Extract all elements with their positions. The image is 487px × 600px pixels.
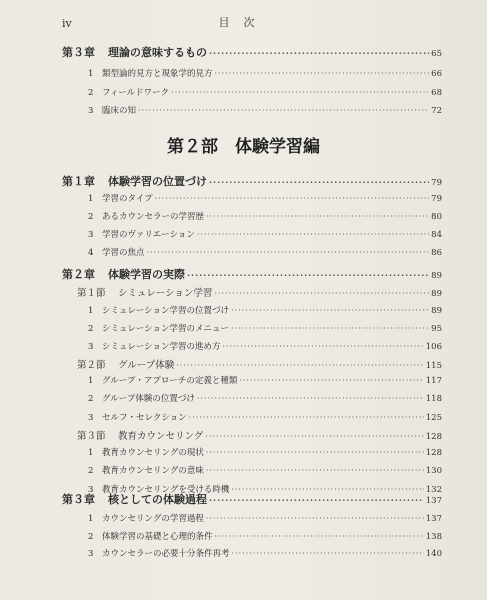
toc-entry-label: シミュレーション学習のメニュー bbox=[102, 324, 229, 334]
toc-entry-label: シミュレーション学習の進め方 bbox=[102, 342, 221, 352]
dot-leader bbox=[223, 342, 424, 351]
toc-entry-number: 2 bbox=[88, 394, 94, 404]
toc-section bbox=[77, 428, 442, 442]
toc-entry-page: 132 bbox=[425, 485, 442, 495]
toc-entry-number: 1 bbox=[88, 69, 94, 79]
toc-entry-page: 138 bbox=[425, 532, 442, 542]
toc-item bbox=[88, 246, 442, 258]
toc-entry-label: 教育カウンセリングの意味 bbox=[102, 466, 204, 476]
toc-item bbox=[88, 530, 442, 542]
dot-leader bbox=[171, 88, 429, 97]
toc-entry-page: 125 bbox=[425, 413, 442, 423]
toc-entry-label: グループ体験 bbox=[118, 360, 175, 371]
toc-entry-page: 89 bbox=[431, 271, 442, 281]
toc-entry-number: 2 bbox=[88, 88, 94, 98]
toc-entry-page: 80 bbox=[431, 212, 442, 222]
part-heading: 第２部 体験学習編 bbox=[167, 137, 320, 157]
toc-entry-label: 教育カウンセリング bbox=[118, 431, 204, 442]
toc-entry-page: 140 bbox=[425, 549, 442, 559]
toc-entry-label: 臨床の知 bbox=[102, 106, 137, 116]
toc-entry-label: 教育カウンセリングの現状 bbox=[102, 448, 204, 458]
dot-leader bbox=[239, 376, 423, 385]
toc-entry-label: シミュレーション学習 bbox=[118, 288, 213, 299]
toc-item bbox=[88, 228, 442, 240]
toc-item bbox=[88, 67, 442, 79]
dot-leader bbox=[214, 289, 429, 298]
toc-item bbox=[88, 304, 442, 316]
toc-entry-label: 学習の焦点 bbox=[102, 248, 145, 258]
toc-entry-number: 3 bbox=[88, 413, 94, 423]
toc-entry-number: 2 bbox=[88, 532, 94, 542]
toc-entry-page: 106 bbox=[425, 342, 442, 352]
toc-entry-page: 128 bbox=[425, 432, 442, 442]
dot-leader bbox=[209, 496, 424, 505]
toc-entry-label: 体験学習の基礎と心理的条件 bbox=[102, 532, 213, 542]
dot-leader bbox=[231, 306, 429, 315]
toc-entry-label: グループ・アプローチの定義と種類 bbox=[102, 376, 238, 386]
toc-entry-number: 3 bbox=[88, 485, 94, 495]
toc-item bbox=[88, 86, 442, 98]
toc-entry-page: 128 bbox=[425, 448, 442, 458]
toc-entry-label: カウンセラーの必要十分条件再考 bbox=[102, 549, 230, 559]
toc-entry-page: 130 bbox=[425, 466, 442, 476]
toc-item bbox=[88, 446, 442, 458]
dot-leader bbox=[189, 413, 424, 422]
toc-entry-page: 68 bbox=[431, 88, 442, 98]
toc-item bbox=[88, 512, 442, 524]
toc-entry-number: 3 bbox=[88, 106, 94, 116]
toc-item bbox=[88, 411, 442, 423]
toc-entry-page: 115 bbox=[425, 361, 442, 371]
toc-entry-label: 教育カウンセリングを受ける時機 bbox=[102, 485, 230, 495]
toc-entry-page: 79 bbox=[431, 194, 442, 204]
toc-entry-page: 95 bbox=[431, 324, 442, 334]
dot-leader bbox=[197, 230, 429, 239]
toc-section bbox=[77, 357, 442, 371]
toc-entry-label: カウンセリングの学習過程 bbox=[102, 514, 204, 524]
toc-entry-label: 理論の意味するもの bbox=[108, 46, 207, 59]
toc-item bbox=[88, 374, 442, 386]
dot-leader bbox=[147, 248, 430, 257]
toc-entry-label: シミュレーション学習の位置づけ bbox=[102, 306, 229, 316]
toc-entry-number: 第２章 bbox=[62, 268, 95, 281]
toc-entry-page: 79 bbox=[431, 178, 442, 188]
toc-entry-number: 第３章 bbox=[62, 493, 95, 506]
dot-leader bbox=[215, 69, 430, 78]
toc-entry-number: 第３章 bbox=[62, 46, 95, 59]
toc-entry-label: 体験学習の実際 bbox=[108, 268, 185, 281]
toc-entry-number: 4 bbox=[88, 248, 94, 258]
toc-entry-number: 1 bbox=[88, 306, 94, 316]
toc-item bbox=[88, 192, 442, 204]
toc-entry-number: 3 bbox=[88, 230, 94, 240]
toc-entry-page: 137 bbox=[425, 514, 442, 524]
toc-entry-label: セルフ・セレクション bbox=[102, 413, 187, 423]
dot-leader bbox=[206, 514, 424, 523]
toc-entry-number: 1 bbox=[88, 448, 94, 458]
toc-entry-page: 89 bbox=[431, 306, 442, 316]
toc-entry-label: 体験学習の位置づけ bbox=[108, 175, 207, 188]
toc-entry-page: 72 bbox=[431, 106, 442, 116]
toc-entry-page: 118 bbox=[425, 394, 442, 404]
dot-leader bbox=[155, 194, 430, 203]
toc-entry-page: 86 bbox=[431, 248, 442, 258]
toc-entry-label: フィールドワーク bbox=[102, 88, 170, 98]
toc-entry-label: 学習のタイプ bbox=[102, 194, 153, 204]
toc-chapter bbox=[62, 491, 442, 507]
running-header-title: 目次 bbox=[218, 16, 269, 29]
toc-entry-page: 66 bbox=[431, 69, 442, 79]
dot-leader bbox=[232, 549, 424, 558]
toc-entry-page: 65 bbox=[431, 49, 442, 59]
toc-entry-label: 核としての体験過程 bbox=[108, 493, 207, 506]
toc-entry-number: 2 bbox=[88, 466, 94, 476]
dot-leader bbox=[209, 49, 429, 58]
toc-item bbox=[88, 210, 442, 222]
toc-entry-label: グループ体験の位置づけ bbox=[102, 394, 195, 404]
toc-item bbox=[88, 547, 442, 559]
toc-item bbox=[88, 340, 442, 352]
toc-entry-number: 第３節 bbox=[77, 431, 106, 442]
dot-leader bbox=[215, 532, 424, 541]
toc-entry-label: あるカウンセラーの学習歴 bbox=[102, 212, 205, 222]
toc-item bbox=[88, 392, 442, 404]
toc-entry-number: 第１節 bbox=[77, 288, 106, 299]
toc-entry-number: 1 bbox=[88, 194, 94, 204]
toc-entry-number: 1 bbox=[88, 514, 94, 524]
dot-leader bbox=[138, 106, 429, 115]
dot-leader bbox=[197, 394, 424, 403]
dot-leader bbox=[176, 361, 424, 370]
dot-leader bbox=[206, 212, 429, 221]
toc-entry-number: 第１章 bbox=[62, 175, 95, 188]
toc-entry-number: 第２節 bbox=[77, 360, 106, 371]
toc-entry-number: 2 bbox=[88, 324, 94, 334]
toc-chapter bbox=[62, 44, 442, 60]
toc-entry-label: 学習のヴァリエーション bbox=[102, 230, 195, 240]
toc-entry-page: 84 bbox=[431, 230, 442, 240]
toc-entry-page: 137 bbox=[425, 496, 442, 506]
page-number: iv bbox=[62, 17, 72, 30]
dot-leader bbox=[206, 466, 424, 475]
toc-chapter bbox=[62, 266, 442, 282]
toc-entry-number: 1 bbox=[88, 376, 94, 386]
toc-entry-number: 3 bbox=[88, 549, 94, 559]
toc-chapter bbox=[62, 173, 442, 189]
toc-section bbox=[77, 285, 442, 299]
dot-leader bbox=[206, 448, 424, 457]
toc-entry-page: 117 bbox=[425, 376, 442, 386]
toc-item bbox=[88, 322, 442, 334]
dot-leader bbox=[187, 271, 429, 280]
dot-leader bbox=[209, 178, 429, 187]
toc-entry-number: 2 bbox=[88, 212, 94, 222]
dot-leader bbox=[231, 324, 429, 333]
toc-entry-label: 類型論的見方と現象学的見方 bbox=[102, 69, 213, 79]
toc-item bbox=[88, 104, 442, 116]
toc-entry-page: 89 bbox=[431, 289, 442, 299]
toc-item bbox=[88, 464, 442, 476]
toc-entry-number: 3 bbox=[88, 342, 94, 352]
dot-leader bbox=[205, 432, 423, 441]
